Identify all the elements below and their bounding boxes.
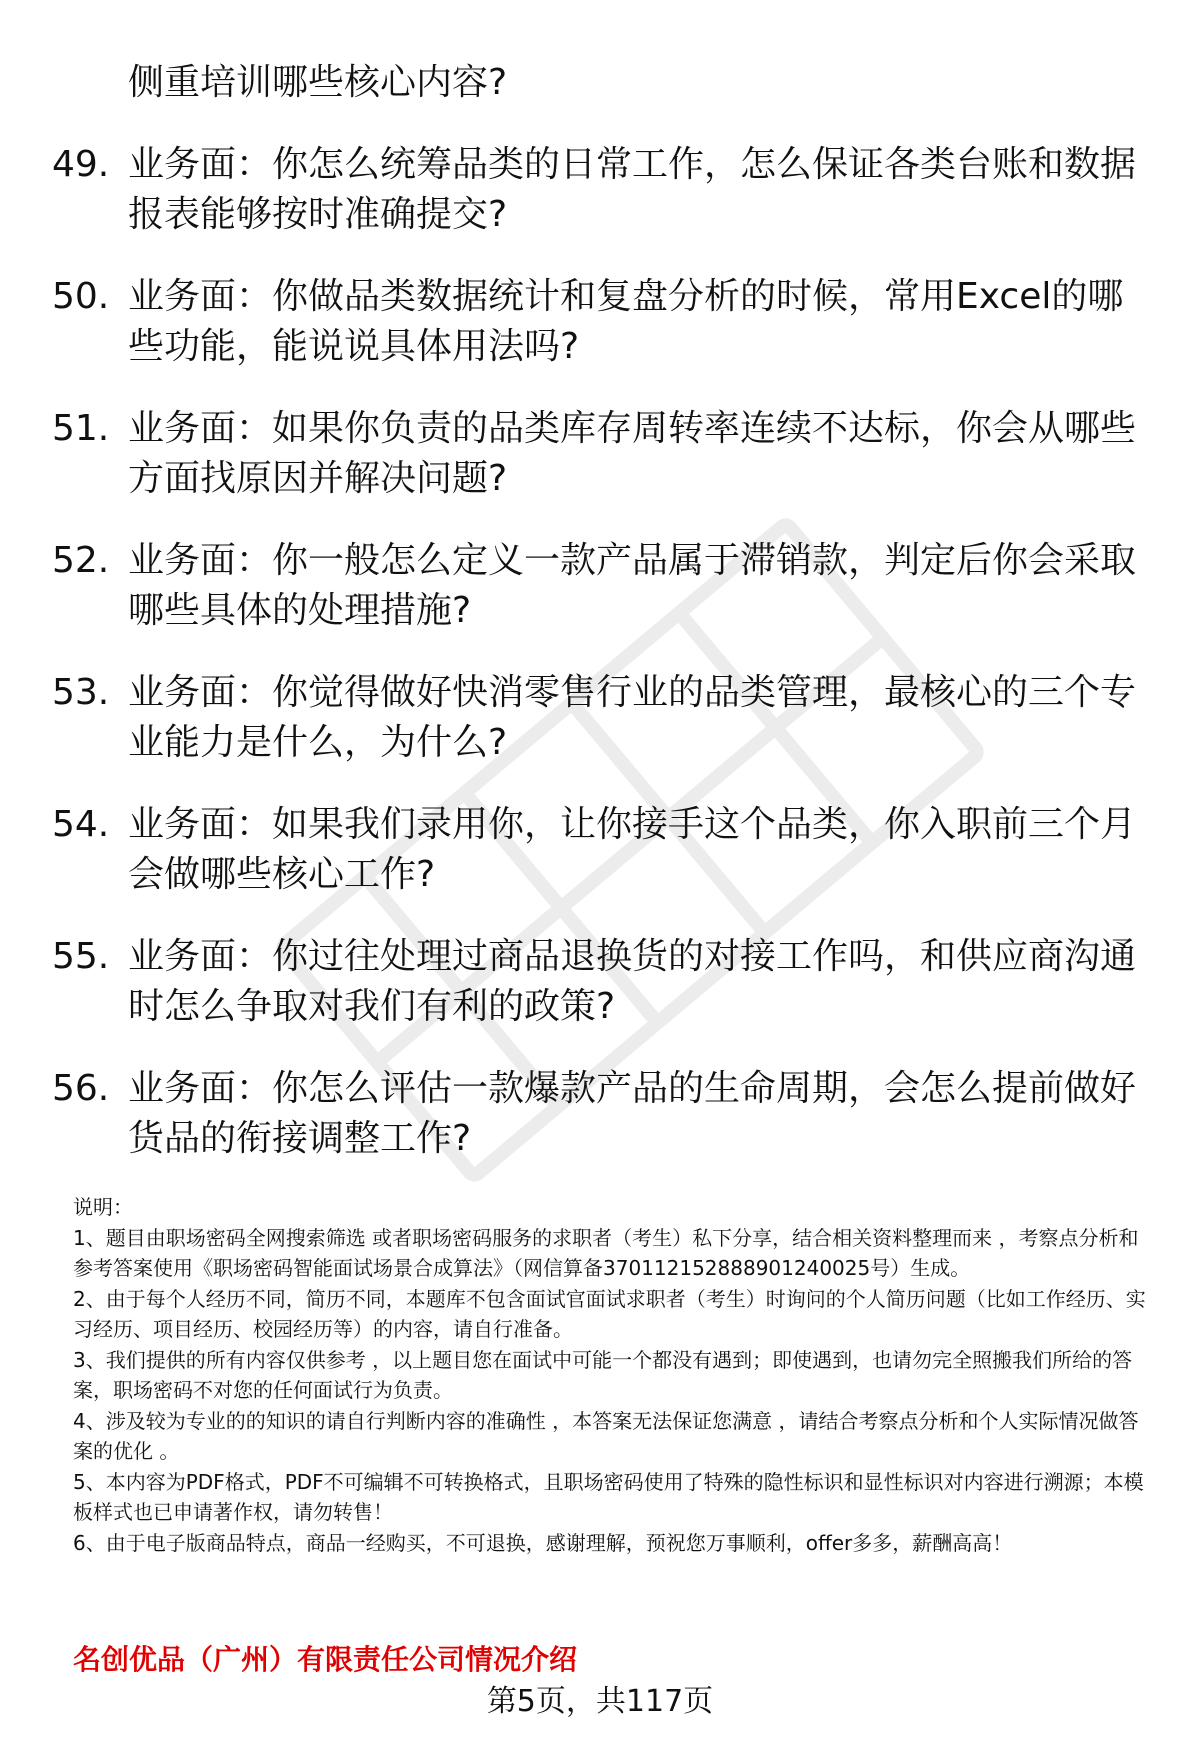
notes-section <box>73 1192 1158 1558</box>
notes-title: 说明： <box>73 1195 133 1219</box>
question-text: 业务面：如果我们录用你，让你接手这个品类，你入职前三个月会做哪些核心工作? <box>128 804 1137 895</box>
note-item: 3、我们提供的所有内容仅供参考 ，以上题目您在面试中可能一个都没有遇到；即使遇到，也请勿完全照搬我们所给的答案，职场密码不对您的任何面试行为负责。 <box>73 1347 1133 1402</box>
question-item <box>0 668 1200 768</box>
question-number: 53. <box>52 672 110 713</box>
question-item <box>0 536 1200 636</box>
note-item: 4、涉及较为专业的的知识的请自行判断内容的准确性 ，本答案无法保证您满意 ，请结合考察点分析和个人实际情况做答案的优化 。 <box>73 1408 1139 1463</box>
question-text: 业务面：你怎么统筹品类的日常工作，怎么保证各类台账和数据报表能够按时准确提交? <box>128 144 1137 235</box>
question-item <box>0 272 1200 372</box>
question-number: 51. <box>52 408 110 449</box>
company-heading: 名创优品（广州）有限责任公司情况介绍 <box>73 1643 578 1676</box>
question-item <box>0 800 1200 900</box>
question-number: 50. <box>52 276 110 317</box>
question-number: 56. <box>52 1068 110 1109</box>
question-item <box>0 140 1200 240</box>
note-item: 6、由于电子版商品特点，商品一经购买，不可退换，感谢理解，预祝您万事顺利，offer多多，薪酬高高！ <box>73 1530 1013 1555</box>
question-text: 业务面：你怎么评估一款爆款产品的生命周期，会怎么提前做好货品的衔接调整工作? <box>128 1068 1137 1159</box>
question-number: 52. <box>52 540 110 581</box>
question-text: 业务面：你一般怎么定义一款产品属于滞销款，判定后你会采取哪些具体的处理措施? <box>128 540 1137 631</box>
question-text: 业务面：你过往处理过商品退换货的对接工作吗，和供应商沟通时怎么争取对我们有利的政策? <box>128 936 1137 1027</box>
question-text: 业务面：你觉得做好快消零售行业的品类管理，最核心的三个专业能力是什么，为什么? <box>128 672 1137 763</box>
question-number: 49. <box>52 144 110 185</box>
question-text: 业务面：你做品类数据统计和复盘分析的时候，常用Excel的哪些功能，能说说具体用法吗? <box>128 276 1124 367</box>
question-item <box>0 404 1200 504</box>
question-text: 业务面：如果你负责的品类库存周转率连续不达标，你会从哪些方面找原因并解决问题? <box>128 408 1137 499</box>
question-text: 侧重培训哪些核心内容? <box>128 62 508 103</box>
question-list <box>0 58 1200 1196</box>
question-item <box>0 58 1200 108</box>
question-item <box>0 1064 1200 1164</box>
question-number: 54. <box>52 804 110 845</box>
note-item: 1、题目由职场密码全网搜索筛选 或者职场密码服务的求职者（考生）私下分享，结合相关资料整理而来 ，考察点分析和参考答案使用《职场密码智能面试场景合成算法》（网信算备370112152888901240025号）生成。 <box>73 1225 1139 1280</box>
question-number: 55. <box>52 936 110 977</box>
note-item: 2、由于每个人经历不同，简历不同，本题库不包含面试官面试求职者（考生）时询问的个人简历问题（比如工作经历、实习经历、项目经历、校园经历等）的内容，请自行准备。 <box>73 1286 1146 1341</box>
page-number: 第5页，共117页 <box>486 1684 714 1719</box>
question-item <box>0 932 1200 1032</box>
note-item: 5、本内容为PDF格式，PDF不可编辑不可转换格式，且职场密码使用了特殊的隐性标识和显性标识对内容进行溯源；本模板样式也已申请著作权，请勿转售！ <box>73 1469 1144 1524</box>
